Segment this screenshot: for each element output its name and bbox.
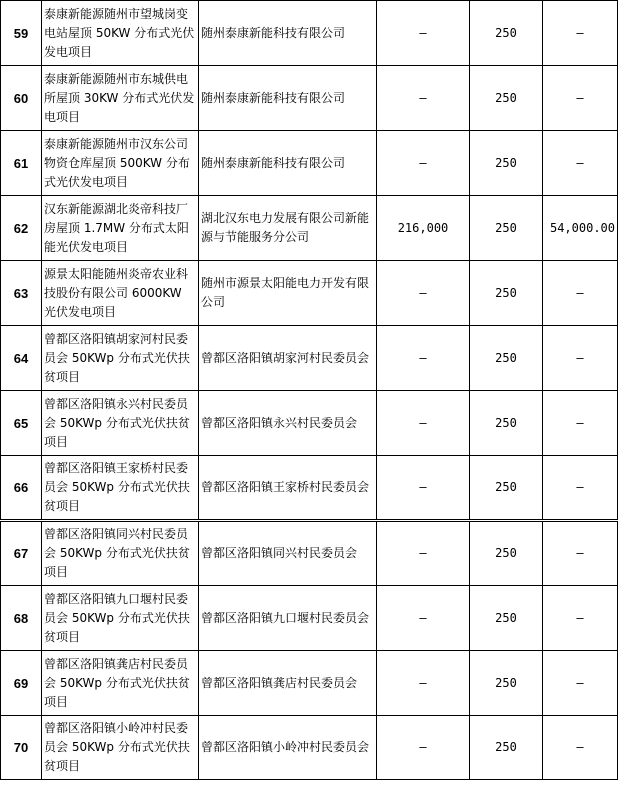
table-row — [1, 651, 618, 716]
value-col-1: – — [377, 586, 470, 651]
project-name: 曾都区洛阳镇小岭冲村民委员会 50KWp 分布式光伏扶贫项目 — [42, 716, 199, 780]
value-col-3: – — [543, 456, 618, 521]
table-row — [1, 391, 618, 456]
value-col-1: 216,000 — [377, 196, 470, 261]
value-col-3: – — [543, 1, 618, 66]
company-name: 曾都区洛阳镇小岭冲村民委员会 — [199, 716, 377, 780]
row-number: 70 — [1, 716, 42, 780]
value-col-1: – — [377, 261, 470, 326]
value-col-2: 250 — [470, 391, 543, 456]
project-name: 泰康新能源随州市望城岗变电站屋顶 50KW 分布式光伏发电项目 — [42, 1, 199, 66]
row-number: 68 — [1, 586, 42, 651]
project-name: 曾都区洛阳镇永兴村民委员会 50KWp 分布式光伏扶贫项目 — [42, 391, 199, 456]
value-col-2: 250 — [470, 716, 543, 780]
row-number: 69 — [1, 651, 42, 716]
company-name: 曾都区洛阳镇永兴村民委员会 — [199, 391, 377, 456]
value-col-3: 54,000.00 — [543, 196, 618, 261]
row-number: 60 — [1, 66, 42, 131]
company-name: 随州市源景太阳能电力开发有限公司 — [199, 261, 377, 326]
table-row — [1, 716, 618, 780]
value-col-3: – — [543, 521, 618, 586]
project-name: 曾都区洛阳镇王家桥村民委员会 50KWp 分布式光伏扶贫项目 — [42, 456, 199, 521]
project-name: 汉东新能源湖北炎帝科技厂房屋顶 1.7MW 分布式太阳能光伏发电项目 — [42, 196, 199, 261]
value-col-1: – — [377, 66, 470, 131]
value-col-2: 250 — [470, 326, 543, 391]
company-name: 随州泰康新能科技有限公司 — [199, 1, 377, 66]
project-name: 泰康新能源随州市汉东公司物资仓库屋顶 500KW 分布式光伏发电项目 — [42, 131, 199, 196]
company-name: 湖北汉东电力发展有限公司新能源与节能服务分公司 — [199, 196, 377, 261]
value-col-1: – — [377, 456, 470, 521]
row-number: 67 — [1, 521, 42, 586]
table-row — [1, 521, 618, 586]
value-col-2: 250 — [470, 586, 543, 651]
value-col-2: 250 — [470, 456, 543, 521]
row-number: 63 — [1, 261, 42, 326]
company-name: 曾都区洛阳镇王家桥村民委员会 — [199, 456, 377, 521]
company-name: 曾都区洛阳镇龚店村民委员会 — [199, 651, 377, 716]
value-col-3: – — [543, 651, 618, 716]
value-col-2: 250 — [470, 196, 543, 261]
company-name: 随州泰康新能科技有限公司 — [199, 131, 377, 196]
value-col-3: – — [543, 391, 618, 456]
table-row — [1, 1, 618, 66]
value-col-2: 250 — [470, 1, 543, 66]
project-name: 曾都区洛阳镇九口堰村民委员会 50KWp 分布式光伏扶贫项目 — [42, 586, 199, 651]
value-col-1: – — [377, 651, 470, 716]
value-col-3: – — [543, 131, 618, 196]
value-col-3: – — [543, 326, 618, 391]
value-col-1: – — [377, 521, 470, 586]
company-name: 曾都区洛阳镇九口堰村民委员会 — [199, 586, 377, 651]
project-name: 曾都区洛阳镇胡家河村民委员会 50KWp 分布式光伏扶贫项目 — [42, 326, 199, 391]
value-col-1: – — [377, 391, 470, 456]
row-number: 65 — [1, 391, 42, 456]
row-number: 64 — [1, 326, 42, 391]
company-name: 随州泰康新能科技有限公司 — [199, 66, 377, 131]
value-col-2: 250 — [470, 131, 543, 196]
company-name: 曾都区洛阳镇胡家河村民委员会 — [199, 326, 377, 391]
project-name: 曾都区洛阳镇同兴村民委员会 50KWp 分布式光伏扶贫项目 — [42, 521, 199, 586]
row-number: 59 — [1, 1, 42, 66]
table-row — [1, 456, 618, 521]
value-col-3: – — [543, 586, 618, 651]
value-col-1: – — [377, 131, 470, 196]
company-name: 曾都区洛阳镇同兴村民委员会 — [199, 521, 377, 586]
table-row — [1, 586, 618, 651]
value-col-1: – — [377, 326, 470, 391]
value-col-3: – — [543, 261, 618, 326]
table-row — [1, 131, 618, 196]
project-name: 源景太阳能随州炎帝农业科技股份有限公司 6000KW 光伏发电项目 — [42, 261, 199, 326]
value-col-2: 250 — [470, 521, 543, 586]
value-col-3: – — [543, 66, 618, 131]
value-col-2: 250 — [470, 651, 543, 716]
row-number: 61 — [1, 131, 42, 196]
value-col-2: 250 — [470, 261, 543, 326]
table-row — [1, 326, 618, 391]
table-row — [1, 66, 618, 131]
project-name: 曾都区洛阳镇龚店村民委员会 50KWp 分布式光伏扶贫项目 — [42, 651, 199, 716]
value-col-2: 250 — [470, 66, 543, 131]
value-col-1: – — [377, 1, 470, 66]
project-table-body — [1, 1, 618, 780]
table-row — [1, 261, 618, 326]
value-col-1: – — [377, 716, 470, 780]
project-name: 泰康新能源随州市东城供电所屋顶 30KW 分布式光伏发电项目 — [42, 66, 199, 131]
row-number: 62 — [1, 196, 42, 261]
row-number: 66 — [1, 456, 42, 521]
value-col-3: – — [543, 716, 618, 780]
table-row — [1, 196, 618, 261]
